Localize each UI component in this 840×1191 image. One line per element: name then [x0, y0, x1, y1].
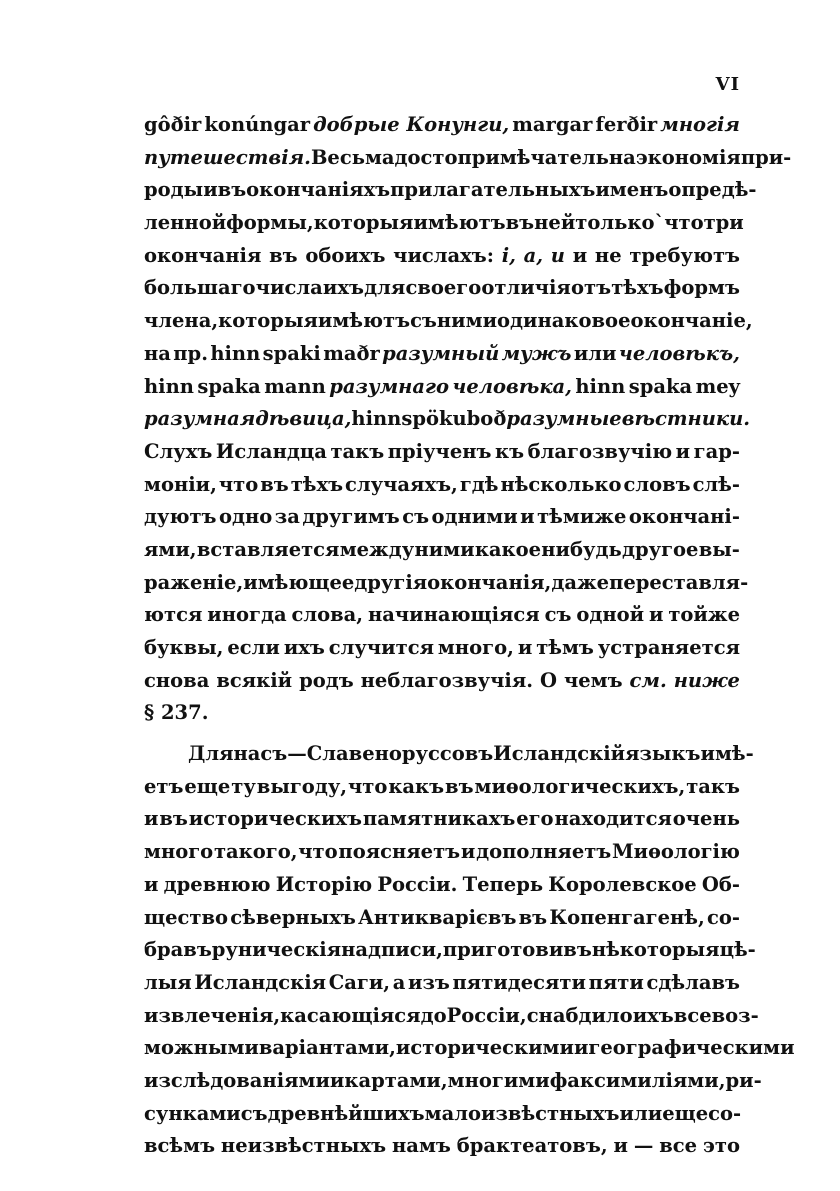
word: въ — [518, 905, 548, 929]
word: ferðir — [595, 113, 658, 136]
word: всякій — [216, 668, 293, 692]
word: съ — [240, 1101, 268, 1125]
word: еще — [184, 774, 231, 798]
word: устраняется — [597, 636, 740, 659]
word: разумный — [382, 341, 500, 365]
word: благозвучію — [527, 439, 673, 463]
word: и — [144, 872, 159, 896]
word: отличія — [481, 276, 571, 300]
word: съ — [544, 603, 572, 627]
word: поясняетъ — [338, 840, 461, 864]
word: нѣсколько — [500, 472, 622, 496]
word: окончанія — [144, 243, 262, 267]
word: mey — [695, 374, 740, 398]
word: сдѣлавъ — [646, 970, 740, 994]
word: числахъ: — [393, 243, 494, 267]
word: за — [274, 505, 300, 529]
text-line — [144, 407, 751, 440]
word: ними — [414, 537, 475, 561]
word: въ — [269, 243, 298, 267]
word: его — [516, 807, 554, 831]
word: или — [619, 1101, 663, 1125]
word: снова — [144, 668, 210, 692]
text-line — [144, 840, 740, 873]
word: изслѣдованіями — [144, 1068, 330, 1092]
text-line — [144, 971, 740, 1004]
word: бравъ — [144, 938, 212, 962]
text-line — [144, 570, 749, 604]
word: Об- — [701, 872, 740, 896]
word: разумные — [506, 407, 622, 431]
word: которыя — [313, 211, 414, 235]
word: со- — [708, 1101, 742, 1125]
text-line — [144, 1102, 740, 1135]
text-line — [144, 1003, 759, 1037]
word: много — [144, 840, 214, 864]
word: такъ — [330, 439, 385, 463]
text-line — [144, 1036, 795, 1069]
text-line — [144, 473, 740, 506]
word: всевоз- — [673, 1003, 759, 1027]
word: hinn — [575, 374, 626, 398]
word: тойже — [668, 603, 740, 627]
word: что — [218, 472, 259, 496]
word: съ — [402, 505, 430, 529]
word: всѣмъ — [144, 1134, 216, 1158]
word: hinn — [351, 407, 402, 431]
word: етъ — [144, 774, 184, 798]
word: въ — [217, 178, 247, 202]
word: иногда — [207, 603, 287, 627]
word: одинаковое — [497, 309, 631, 333]
word: что — [348, 774, 388, 798]
word: Славеноруссовъ — [306, 742, 494, 766]
word: пяти — [588, 970, 644, 994]
word: путешествія. — [144, 145, 311, 169]
word: въ — [445, 774, 474, 798]
word: еще — [662, 1101, 709, 1125]
word: u — [550, 243, 565, 267]
word: миѳологическихъ, — [474, 774, 686, 798]
word: гдѣ — [459, 472, 499, 496]
word: историческихъ — [188, 807, 363, 831]
word: О — [540, 668, 558, 692]
word: Для — [188, 742, 234, 766]
word: и — [520, 505, 535, 529]
word: одними — [431, 505, 518, 529]
word: дѣвица, — [255, 407, 352, 431]
word: члена, — [144, 309, 219, 333]
word: другимъ — [302, 505, 400, 529]
text-line — [144, 742, 754, 775]
word: ту — [231, 774, 256, 798]
word: и — [517, 636, 533, 659]
word: насъ — [233, 742, 288, 766]
word: Весьма — [310, 145, 395, 169]
word: пріученъ — [387, 439, 492, 463]
word: имѣютъ — [317, 309, 411, 333]
word: экономія — [635, 145, 741, 169]
text-line — [144, 342, 740, 375]
word: формъ — [663, 276, 740, 300]
word: и — [572, 243, 588, 267]
text-line — [144, 603, 740, 636]
word: роды — [144, 178, 204, 202]
word: въ — [159, 807, 188, 831]
word: случаяхъ, — [345, 472, 458, 496]
word: сѣверныхъ — [230, 905, 356, 929]
word: ихъ — [632, 1003, 674, 1027]
word: требуютъ — [629, 243, 740, 267]
word: не — [594, 243, 622, 267]
word: Миѳологію — [612, 840, 740, 864]
word: тѣмиже — [537, 505, 627, 529]
word: памятникахъ — [362, 807, 516, 831]
word: все — [659, 1134, 698, 1158]
word: ней — [534, 211, 576, 235]
word: имѣющее — [243, 570, 355, 594]
word: ихъ — [322, 276, 364, 300]
word: между — [339, 537, 415, 561]
text-line — [144, 538, 740, 571]
word: извлеченія, — [144, 1003, 281, 1027]
word: лыя — [144, 970, 192, 994]
word: это — [702, 1134, 740, 1158]
word: Россіи. — [377, 872, 458, 896]
text-line — [144, 440, 740, 473]
word: Королевское — [548, 872, 697, 896]
word: Саги, — [328, 970, 391, 994]
word: § 237. — [144, 701, 209, 725]
word: древнѣйшихъ — [267, 1101, 425, 1125]
word: — — [633, 1134, 654, 1158]
word: Теперь — [462, 872, 544, 896]
word: варіантами, — [258, 1036, 396, 1060]
word: spaki — [262, 341, 321, 365]
word: ри- — [725, 1068, 762, 1092]
word: и — [675, 439, 691, 463]
word: раженіе, — [144, 570, 244, 594]
word: Исландскія — [194, 970, 327, 994]
word: konúngar — [204, 113, 311, 136]
word: случится — [328, 636, 434, 659]
word: цѣ- — [719, 938, 756, 962]
word: сунками — [144, 1101, 241, 1125]
word: именъ — [595, 178, 669, 202]
word: достопримѣчательна — [394, 145, 636, 169]
word: и — [648, 603, 664, 627]
word: слова, — [291, 603, 364, 627]
word: переставля- — [609, 570, 749, 594]
word: картами, — [344, 1068, 448, 1092]
word: spöku — [401, 407, 467, 431]
text-line — [144, 807, 740, 840]
word: одно — [218, 505, 273, 529]
word: Слухъ — [144, 439, 213, 463]
text-line — [144, 701, 740, 734]
word: Копенгагенѣ, — [549, 905, 705, 929]
word: вставляется — [196, 537, 340, 561]
word: и — [460, 840, 476, 864]
word: одной — [576, 603, 645, 627]
word: со- — [706, 905, 740, 929]
word: можными — [144, 1036, 259, 1060]
text-line — [144, 1068, 762, 1102]
word: spaka — [628, 374, 693, 398]
word: тѣхъ — [290, 472, 344, 496]
text-line — [144, 669, 740, 702]
word: многими — [447, 1068, 550, 1092]
word: находится — [554, 807, 672, 831]
word: имѣютъ — [413, 211, 506, 235]
word: другія — [354, 570, 428, 594]
word: щество — [144, 905, 229, 929]
word: ними — [436, 309, 498, 333]
word: начинающіяся — [367, 603, 540, 627]
word: добрые Конунги, — [313, 113, 510, 136]
word: окончаніяхъ — [246, 178, 391, 202]
text-line — [144, 211, 744, 244]
text-line — [144, 906, 740, 939]
word: три — [703, 211, 744, 235]
word: съ — [410, 309, 437, 333]
word: ями, — [144, 537, 197, 561]
word: такого, — [213, 840, 298, 864]
word: ются — [144, 603, 203, 627]
word: слѣ- — [692, 472, 740, 496]
word: своего — [405, 276, 482, 300]
word: неизвѣстныхъ — [220, 1134, 387, 1158]
word: факсимиліями, — [549, 1068, 726, 1092]
word: приготовивъ — [442, 938, 592, 962]
word: ниже — [673, 668, 740, 692]
word: обоихъ — [305, 243, 386, 267]
word: надписи, — [341, 938, 443, 962]
word: въ — [505, 211, 535, 235]
word: Россіи, — [446, 1003, 527, 1027]
word: окончаніе, — [630, 309, 753, 333]
word: чемъ — [563, 668, 623, 692]
text-line — [144, 1134, 740, 1167]
word: пятидесяти — [452, 970, 586, 994]
word: извѣстныхъ — [480, 1101, 620, 1125]
word: въ — [260, 472, 289, 496]
word: — — [287, 742, 307, 766]
word: пр. — [173, 341, 208, 365]
word: boð — [466, 407, 507, 431]
word: историческими — [395, 1036, 574, 1060]
word: вѣстники. — [621, 407, 751, 431]
word: разумная — [144, 407, 256, 431]
word: i, — [501, 243, 516, 267]
paragraph — [144, 742, 795, 1167]
word: даже — [551, 570, 610, 594]
word: снабдило — [526, 1003, 633, 1027]
word: и — [329, 1068, 345, 1092]
word: касающіяся — [280, 1003, 421, 1027]
word: до — [420, 1003, 447, 1027]
word: человѣкъ, — [618, 341, 740, 365]
word: гар- — [693, 439, 740, 463]
page-number: VI — [715, 74, 740, 95]
word: опредѣ- — [668, 178, 757, 202]
word: тѣхъ — [611, 276, 664, 300]
word: родъ — [299, 668, 354, 692]
word: человѣка, — [452, 374, 572, 398]
word: моніи, — [144, 472, 217, 496]
word: многія — [660, 113, 740, 136]
word: мужъ — [501, 341, 572, 365]
word: много, — [437, 636, 514, 659]
text-line — [144, 309, 753, 342]
text-line — [144, 145, 792, 179]
word: maðr — [323, 341, 380, 365]
paragraph — [144, 113, 792, 734]
word: mann — [264, 374, 326, 398]
word: географическими — [588, 1036, 795, 1060]
text-line — [144, 113, 740, 146]
word: другое — [621, 537, 699, 561]
word: формы, — [226, 211, 314, 235]
word: какое — [474, 537, 542, 561]
word: ленной — [144, 211, 227, 235]
word: руническія — [211, 938, 342, 962]
word: окончанія, — [427, 570, 552, 594]
text-line — [144, 775, 740, 808]
word: hinn — [210, 341, 261, 365]
word: margar — [512, 113, 593, 136]
word: изъ — [408, 970, 450, 994]
word: spaka — [197, 374, 261, 398]
word: прилагательныхъ — [390, 178, 596, 202]
word: окончані- — [628, 505, 740, 529]
text-line — [144, 505, 740, 538]
word: очень — [672, 807, 740, 831]
word: a, — [523, 243, 544, 267]
word: на — [144, 341, 171, 365]
word: при- — [740, 145, 792, 169]
word: для — [364, 276, 406, 300]
word: только`что — [575, 211, 704, 235]
text-line — [144, 636, 740, 669]
text-line — [144, 244, 740, 277]
word: дополняетъ — [476, 840, 612, 864]
body-text — [144, 113, 795, 1167]
word: такъ — [686, 774, 740, 798]
word: и — [573, 1036, 589, 1060]
word: какъ — [388, 774, 445, 798]
word: Исландца — [215, 439, 327, 463]
word: намъ — [392, 1134, 451, 1158]
word: нибудь — [541, 537, 622, 561]
word: языкъ — [625, 742, 701, 766]
word: выгоду, — [256, 774, 348, 798]
word: или — [573, 341, 617, 365]
word: и — [144, 807, 159, 831]
text-line — [144, 873, 740, 906]
word: если — [227, 636, 280, 659]
word: отъ — [570, 276, 612, 300]
word: вы- — [698, 537, 740, 561]
word: Исторію — [275, 872, 373, 896]
word: буквы, — [144, 636, 224, 659]
word: словъ — [623, 472, 691, 496]
word: Исландскій — [493, 742, 626, 766]
word: нѣкоторыя — [591, 938, 720, 962]
text-line — [144, 178, 757, 211]
word: разумнаго — [329, 374, 449, 398]
text-line — [144, 375, 740, 408]
text-line — [144, 938, 756, 971]
word: которыя — [218, 309, 318, 333]
word: брактеатовъ, — [456, 1134, 608, 1158]
word: мало — [424, 1101, 481, 1125]
text-line — [144, 276, 740, 309]
word: древнюю — [163, 872, 271, 896]
word: см. — [629, 668, 667, 692]
word: ихъ — [283, 636, 325, 659]
word: дуютъ — [144, 505, 217, 529]
word: и — [203, 178, 218, 202]
word: Антикварієвъ — [358, 905, 517, 929]
word: къ — [495, 439, 525, 463]
word: hinn — [144, 374, 194, 398]
word: числа — [255, 276, 323, 300]
word: неблагозвучія. — [360, 668, 534, 692]
word: а — [392, 970, 406, 994]
word: тѣмъ — [536, 636, 594, 659]
word: большаго — [144, 276, 256, 300]
word: имѣ- — [700, 742, 754, 766]
word: и — [613, 1134, 628, 1158]
word: что — [298, 840, 338, 864]
word: gôðir — [144, 113, 202, 136]
